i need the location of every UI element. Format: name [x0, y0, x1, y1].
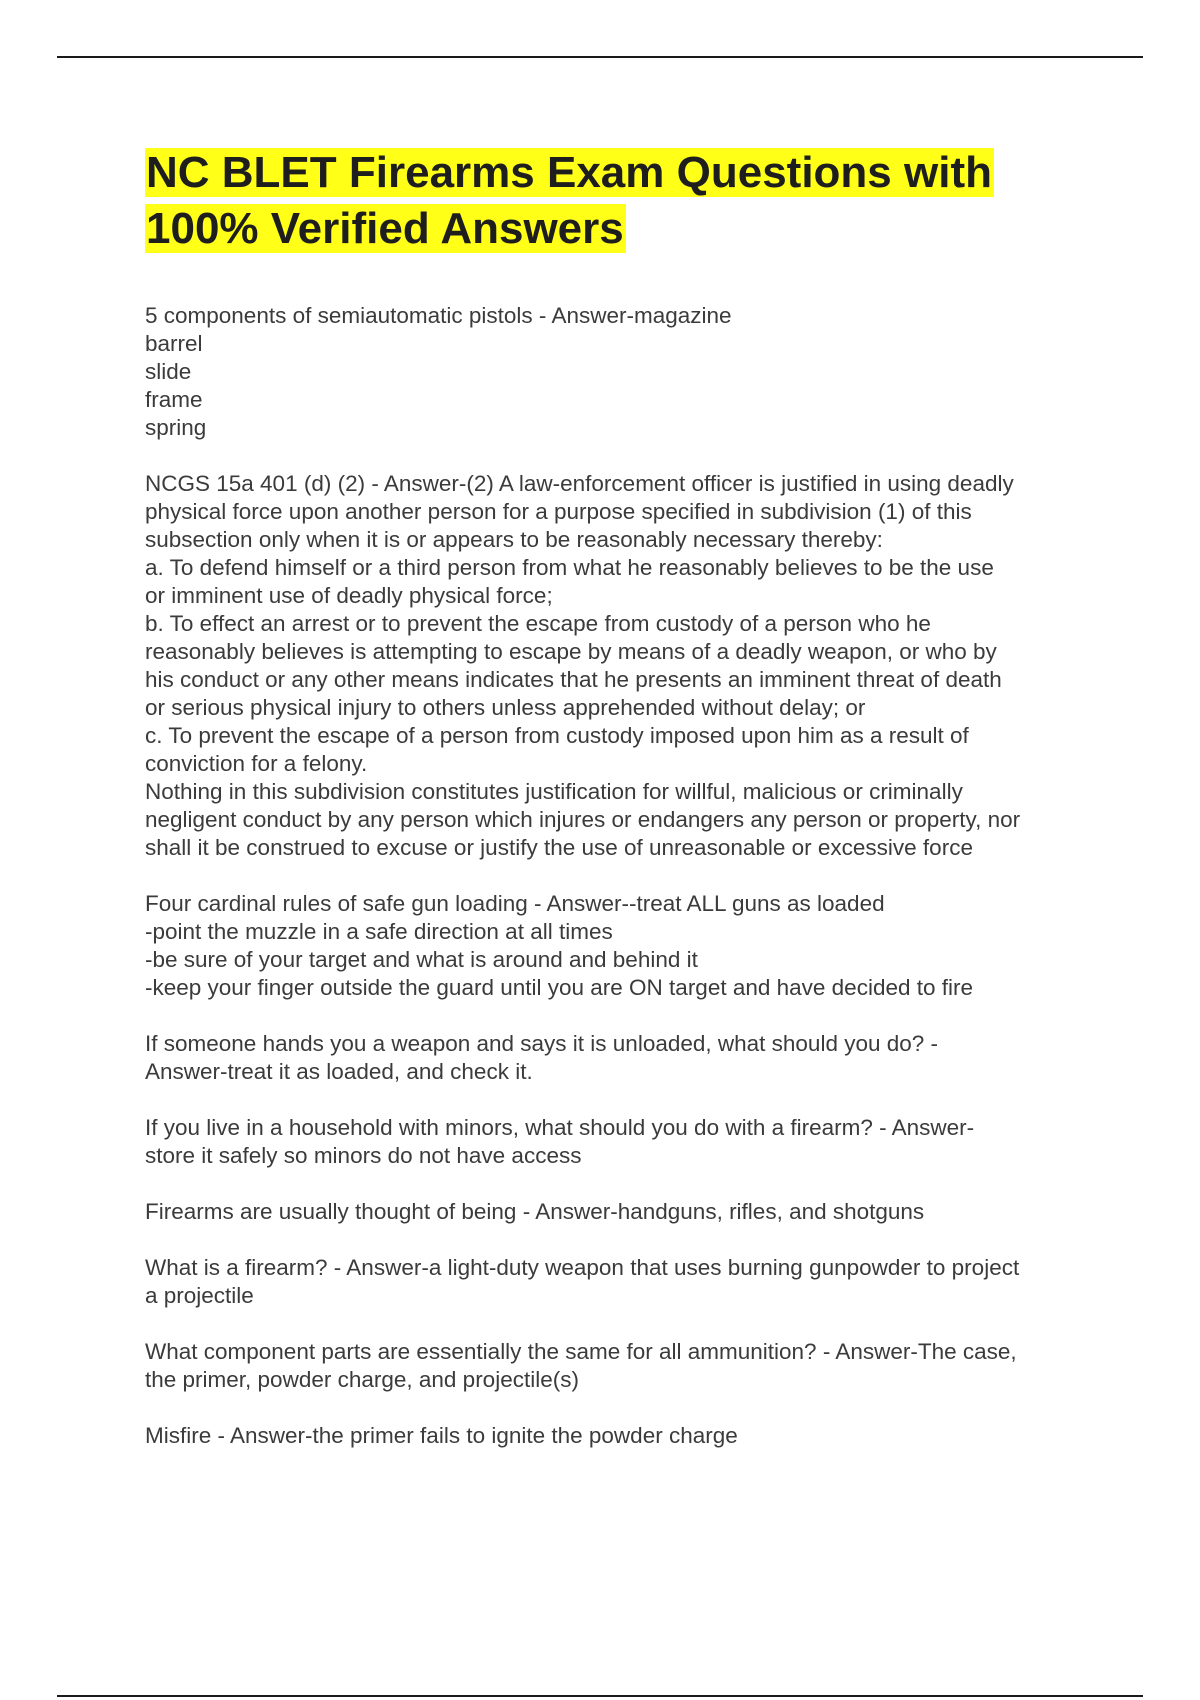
qa-line: What component parts are essentially the same for all ammunition? - Answer-The case, — [145, 1339, 1017, 1364]
qa-line: or serious physical injury to others unless apprehended without delay; or — [145, 695, 866, 720]
qa-line: barrel — [145, 331, 203, 356]
qa-item — [145, 1254, 1090, 1310]
qa-line: reasonably believes is attempting to escape by means of a deadly weapon, or who by — [145, 639, 997, 664]
qa-line: If you live in a household with minors, what should you do with a firearm? - Answer- — [145, 1115, 975, 1140]
qa-line: -be sure of your target and what is around and behind it — [145, 947, 698, 972]
qa-line: subsection only when it is or appears to be reasonably necessary thereby: — [145, 527, 883, 552]
qa-line: Nothing in this subdivision constitutes justification for willful, malicious or criminally — [145, 779, 963, 804]
title-highlight: NC BLET Firearms Exam Questions with 100% Verified Answers — [146, 148, 992, 253]
qa-item — [145, 1114, 1090, 1170]
qa-list — [145, 302, 1090, 1478]
qa-line: physical force upon another person for a purpose specified in subdivision (1) of this — [145, 499, 972, 524]
qa-line: 5 components of semiautomatic pistols - Answer-magazine — [145, 303, 732, 328]
document-title — [145, 145, 1090, 257]
qa-line: Misfire - Answer-the primer fails to ignite the powder charge — [145, 1423, 738, 1448]
qa-line: his conduct or any other means indicates that he presents an imminent threat of death — [145, 667, 1002, 692]
qa-line: negligent conduct by any person which injures or endangers any person or property, nor — [145, 807, 1021, 832]
qa-line: c. To prevent the escape of a person from custody imposed upon him as a result of — [145, 723, 969, 748]
qa-line: Four cardinal rules of safe gun loading - Answer--treat ALL guns as loaded — [145, 891, 885, 916]
qa-item — [145, 470, 1090, 862]
qa-line: shall it be construed to excuse or justify the use of unreasonable or excessive force — [145, 835, 973, 860]
qa-item — [145, 1030, 1090, 1086]
top-divider — [57, 56, 1143, 58]
qa-line: spring — [145, 415, 207, 440]
qa-line: the primer, powder charge, and projectile(s) — [145, 1367, 579, 1392]
qa-line: Firearms are usually thought of being - Answer-handguns, rifles, and shotguns — [145, 1199, 925, 1224]
qa-line: frame — [145, 387, 203, 412]
qa-line: Answer-treat it as loaded, and check it. — [145, 1059, 533, 1084]
title-block — [145, 145, 1090, 257]
qa-line: slide — [145, 359, 192, 384]
qa-item — [145, 890, 1090, 1002]
qa-line: -keep your finger outside the guard until you are ON target and have decided to fire — [145, 975, 974, 1000]
qa-line: What is a firearm? - Answer-a light-duty weapon that uses burning gunpowder to project — [145, 1255, 1020, 1280]
qa-item — [145, 1422, 1090, 1450]
qa-line: If someone hands you a weapon and says it is unloaded, what should you do? - — [145, 1031, 939, 1056]
qa-line: b. To effect an arrest or to prevent the escape from custody of a person who he — [145, 611, 931, 636]
qa-line: -point the muzzle in a safe direction at all times — [145, 919, 613, 944]
qa-line: a. To defend himself or a third person from what he reasonably believes to be the use — [145, 555, 994, 580]
qa-item — [145, 1338, 1090, 1394]
qa-line: conviction for a felony. — [145, 751, 368, 776]
qa-line: store it safely so minors do not have access — [145, 1143, 582, 1168]
qa-line: or imminent use of deadly physical force; — [145, 583, 553, 608]
bottom-divider — [57, 1695, 1143, 1697]
qa-item — [145, 302, 1090, 442]
qa-line: a projectile — [145, 1283, 254, 1308]
qa-item — [145, 1198, 1090, 1226]
qa-line: NCGS 15a 401 (d) (2) - Answer-(2) A law-enforcement officer is justified in using deadly — [145, 471, 1014, 496]
